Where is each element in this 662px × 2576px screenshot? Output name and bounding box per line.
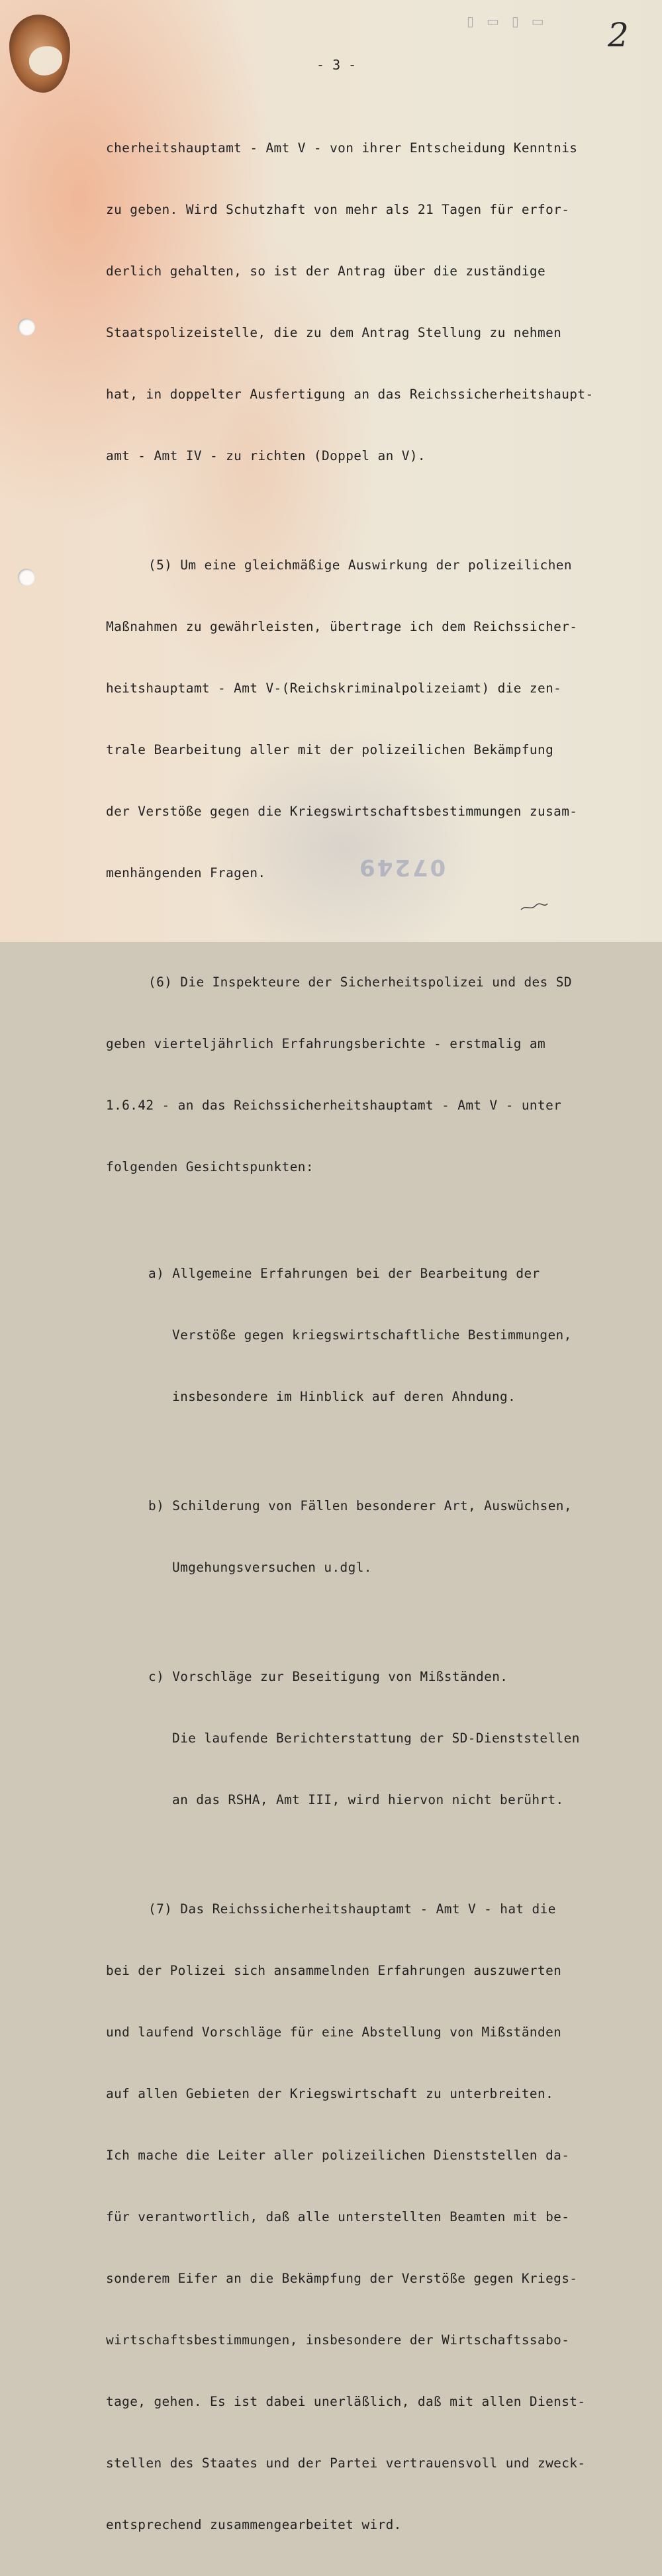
text-line: und laufend Vorschläge für eine Abstellung von Mißständen <box>106 2025 562 2040</box>
text-line: 1.6.42 - an das Reichssicherheitshauptamt - Amt V - unter <box>106 1098 562 1113</box>
text-line: Maßnahmen zu gewährleisten, übertrage ich dem Reichssicher- <box>106 619 578 634</box>
text-line: zu geben. Wird Schutzhaft von mehr als 21 Tagen für erfor- <box>106 202 570 217</box>
text-line: hat, in doppelter Ausfertigung an das Reichssicherheitshaupt- <box>106 387 594 402</box>
body-text <box>106 97 629 2576</box>
text-line: Ich mache die Leiter aller polizeilichen Dienststellen da- <box>106 2148 570 2163</box>
text-line: Umgehungsversuchen u.dgl. <box>172 1560 372 1575</box>
text-line: tage, gehen. Es ist dabei unerläßlich, daß mit allen Dienst- <box>106 2394 586 2409</box>
text-line: bei der Polizei sich ansammelnden Erfahrungen auszuwerten <box>106 1963 562 1978</box>
punch-hole-lower <box>18 569 35 586</box>
text-line: Die laufende Berichterstattung der SD-Dienststellen <box>172 1731 580 1746</box>
text-line: trale Bearbeitung aller mit der polizeilichen Bekämpfung <box>106 742 554 757</box>
text-line: geben vierteljährlich Erfahrungsberichte - erstmalig am <box>106 1036 546 1051</box>
text-line: menhängenden Fragen. <box>106 865 266 881</box>
paragraph-7-start: (7) Das Reichssicherheitshauptamt - Amt V - hat die <box>148 1901 556 1917</box>
text-line: folgenden Gesichtspunkten: <box>106 1159 314 1174</box>
page-number: - 3 - <box>316 57 357 73</box>
text-line: derlich gehalten, so ist der Antrag über die zuständige <box>106 263 546 279</box>
list-item-b: b) Schilderung von Fällen besonderer Art, Auswüchsen, <box>148 1498 572 1513</box>
text-line: für verantwortlich, daß alle unterstellten Beamten mit be- <box>106 2209 570 2224</box>
text-line: insbesondere im Hinblick auf deren Ahndung. <box>172 1389 516 1404</box>
punch-hole-upper <box>18 318 35 336</box>
handwritten-archive-number: 2 <box>608 16 629 54</box>
paragraph-6-start: (6) Die Inspekteure der Sicherheitspolizei und des SD <box>148 975 572 990</box>
text-line: der Verstöße gegen die Kriegswirtschaftsbestimmungen zusam- <box>106 804 578 819</box>
text-line: entsprechend zusammengearbeitet wird. <box>106 2517 402 2532</box>
bleed-through-stamp-number: 07249 <box>357 854 446 881</box>
text-line: amt - Amt IV - zu richten (Doppel an V). <box>106 448 426 463</box>
text-line: cherheitshauptamt - Amt V - von ihrer Entscheidung Kenntnis <box>106 140 578 156</box>
list-item-c: c) Vorschläge zur Beseitigung von Mißständen. <box>148 1669 508 1684</box>
faded-stamp-top: ▯ ▭ ▯ ▭ <box>467 13 548 29</box>
text-line: Verstöße gegen kriegswirtschaftliche Bestimmungen, <box>172 1327 572 1343</box>
burn-stain <box>9 15 70 93</box>
text-line: sonderem Eifer an die Bekämpfung der Verstöße gegen Kriegs- <box>106 2271 578 2286</box>
paragraph-5-start: (5) Um eine gleichmäßige Auswirkung der polizeilichen <box>148 557 572 573</box>
text-line: an das RSHA, Amt III, wird hiervon nicht berührt. <box>172 1792 564 1807</box>
text-line: auf allen Gebieten der Kriegswirtschaft zu unterbreiten. <box>106 2086 554 2101</box>
text-line: stellen des Staates und der Partei vertrauensvoll und zweck- <box>106 2456 586 2471</box>
text-line: heitshauptamt - Amt V-(Reichskriminalpolizeiamt) die zen- <box>106 681 562 696</box>
list-item-a: a) Allgemeine Erfahrungen bei der Bearbeitung der <box>148 1266 540 1281</box>
text-line: wirtschaftsbestimmungen, insbesondere der Wirtschaftssabo- <box>106 2332 570 2348</box>
text-line: Staatspolizeistelle, die zu dem Antrag Stellung zu nehmen <box>106 325 562 340</box>
